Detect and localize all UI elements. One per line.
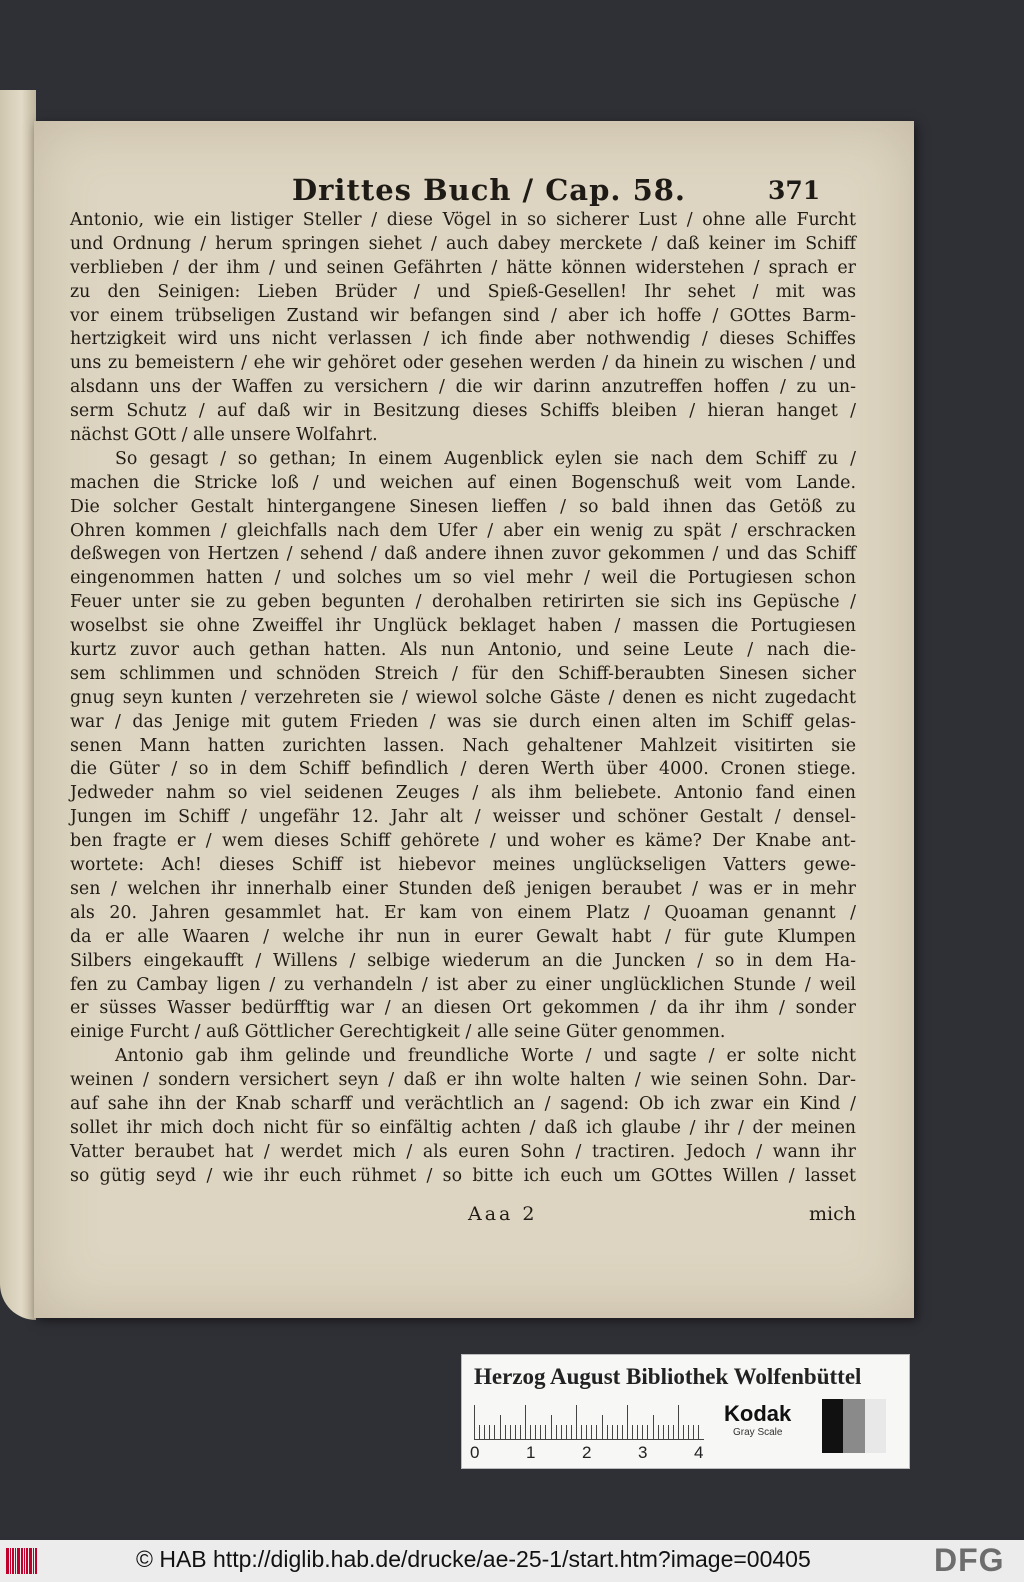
text-line: uns zu bemeistern / ehe wir gehöret oder gesehen werden / da hinein zu wischen / und <box>70 353 856 374</box>
gray-scale-label: Gray Scale <box>733 1427 783 1438</box>
text-line: gnug seyn kunten / verzehreten sie / wiewol solche Gäste / denen es nicht zugedacht <box>70 687 856 708</box>
ruler-tick <box>505 1425 506 1439</box>
barcode-bar <box>10 1548 11 1574</box>
ruler-tick <box>668 1425 669 1439</box>
page-number: 371 <box>768 176 821 205</box>
ruler-tick <box>673 1425 674 1439</box>
ruler-tick <box>627 1405 628 1439</box>
ruler-tick <box>540 1425 541 1439</box>
ruler-tick <box>617 1425 618 1439</box>
ruler-tick <box>683 1425 684 1439</box>
text-line: Jungen im Schiff / ungefähr 12. Jahr alt / weisser und schöner Gestalt / densel- <box>70 807 856 828</box>
ruler-tick <box>484 1425 485 1439</box>
ruler-tick <box>545 1425 546 1439</box>
ruler-tick <box>632 1425 633 1439</box>
text-line: so gütig seyd / wie ihr euch rühmet / so bitte ich euch um GOttes Willen / lasset <box>70 1165 856 1186</box>
ruler-tick <box>586 1425 587 1439</box>
ruler-tick <box>698 1425 699 1439</box>
signature-mark: Aaa 2 <box>468 1203 538 1225</box>
text-line: da er alle Waaren / welche ihr nun in eurer Gewalt habt / für gute Klumpen <box>70 926 856 947</box>
kodak-logo: Kodak <box>724 1401 792 1426</box>
ruler-tick <box>596 1425 597 1439</box>
text-line: vor einem trübseligen Zustand wir befangen sind / aber ich hoffe / GOttes Barm- <box>70 305 856 326</box>
barcode-bar <box>26 1548 28 1574</box>
ruler-tick <box>688 1425 689 1439</box>
text-line: wortete: Ach! dieses Schiff ist hiebevor meines unglückseligen Vatters gewe- <box>70 855 856 876</box>
ruler-tick <box>637 1425 638 1439</box>
text-line: fen zu Cambay ligen / zu verhandeln / ist aber zu einer unglücklichen Stunde / weil <box>70 974 856 995</box>
ruler-tick <box>551 1415 552 1439</box>
text-line: verblieben / der ihm / und seinen Gefährten / hätte können widerstehen / sprach er <box>70 257 856 278</box>
barcode-bar <box>24 1548 25 1574</box>
color-reference-card <box>461 1354 910 1469</box>
gray-swatch-light <box>865 1399 886 1453</box>
barcode-bar <box>17 1548 20 1574</box>
ruler-tick <box>647 1425 648 1439</box>
ruler-tick <box>576 1405 577 1439</box>
ruler-tick <box>591 1425 592 1439</box>
dfg-logo: DFG <box>934 1542 1005 1578</box>
ruler-tick <box>693 1425 694 1439</box>
ruler-label: 1 <box>526 1443 536 1462</box>
ruler-tick <box>510 1425 511 1439</box>
ruler-tick <box>479 1425 480 1439</box>
ruler-tick <box>571 1425 572 1439</box>
ruler-tick <box>561 1425 562 1439</box>
previous-page-edge <box>0 90 36 1320</box>
text-line: Silbers eingekaufft / Willens / selbige wiederum an die Juncken / so in dem Ha- <box>70 950 856 971</box>
text-line: Antonio gab ihm gelinde und freundliche Worte / und sagte / er solte nicht <box>115 1046 856 1067</box>
gray-swatch-dark <box>822 1399 843 1453</box>
ruler-label: 3 <box>638 1443 648 1462</box>
text-line: kurtz zuvor auch gethan hatten. Als nun Antonio, und seine Leute / nach die- <box>70 640 856 661</box>
ruler-tick <box>515 1425 516 1439</box>
text-line: auf sahe ihn der Knab scharff und verächtlich an / sagend: Ob ich zwar ein Kind / <box>70 1093 856 1114</box>
catchword: mich <box>809 1203 856 1225</box>
text-line: und Ordnung / herum springen siehet / auch dabey merckete / daß keiner im Schiff <box>70 233 856 254</box>
catchline <box>70 1203 856 1229</box>
ruler-scale <box>474 1403 704 1440</box>
text-line: er süsses Wasser bedürfftig war / an diesen Ort gekommen / da ihr ihm / sonder <box>70 998 856 1019</box>
text-line: So gesagt / so gethan; In einem Augenblick eylen sie nach dem Schiff zu / <box>115 448 856 469</box>
text-line: als 20. Jahren gesammlet hat. Er kam von einem Platz / Quoaman genannt / <box>70 902 856 923</box>
text-line: die Güter / so in dem Schiff befindlich / deren Werth über 4000. Cronen stiege. <box>70 759 856 780</box>
ruler-tick <box>607 1425 608 1439</box>
ruler-tick <box>500 1415 501 1439</box>
text-line: Vatter beraubet hat / werdet mich / als euren Sohn / tractiren. Jedoch / wann ihr <box>70 1141 856 1162</box>
text-line: serm Schutz / auf daß wir in Besitzung dieses Schiffs bleiben / hieran hanget / <box>70 401 856 422</box>
barcode-bar <box>12 1548 14 1574</box>
text-line: alsdann uns der Waffen zu versichern / die wir darinn anzutreffen hoffen / zu un- <box>70 377 856 398</box>
text-line: woselbst sie ohne Zweiffel ihr Unglück beklaget haben / massen die Portugiesen <box>70 616 856 637</box>
ruler-tick <box>678 1405 679 1439</box>
ruler-tick <box>566 1425 567 1439</box>
body-text <box>70 209 856 1189</box>
ruler-tick <box>622 1425 623 1439</box>
gray-swatch-mid <box>843 1399 864 1453</box>
ruler-tick <box>525 1405 526 1439</box>
text-line: eingenommen hatten / und solches um so viel mehr / weil die Portugiesen schon <box>70 568 856 589</box>
ruler-tick <box>658 1425 659 1439</box>
barcode-bar <box>6 1548 9 1574</box>
ruler-tick <box>535 1425 536 1439</box>
text-line: nächst GOtt / alle unsere Wolfahrt. <box>70 425 378 446</box>
running-head: Drittes Buch / Cap. 58. <box>292 173 687 207</box>
barcode-bar <box>29 1548 32 1574</box>
ruler-label: 4 <box>694 1443 704 1462</box>
library-name: Herzog August Bibliothek Wolfenbüttel <box>474 1364 862 1389</box>
ruler-tick <box>489 1425 490 1439</box>
text-line: Antonio, wie ein listiger Steller / diese Vögel in so sicherer Lust / ohne alle Furcht <box>70 210 856 230</box>
text-line: weinen / sondern versichert seyn / daß er ihn wolte halten / wie seinen Sohn. Dar- <box>70 1070 856 1091</box>
page-header <box>34 173 914 209</box>
text-line: war / das Jenige mit gutem Frieden / was sie durch einen alten im Schiff gelas- <box>70 711 856 732</box>
ruler-tick <box>520 1425 521 1439</box>
text-line: Feuer unter sie zu geben begunten / derohalben retirirten sie sich ins Gepüsche / <box>70 592 856 613</box>
barcode-icon <box>6 1548 44 1574</box>
ruler-label: 2 <box>582 1443 592 1462</box>
ruler-tick <box>602 1415 603 1439</box>
ruler-tick <box>556 1425 557 1439</box>
copyright-url[interactable]: © HAB http://diglib.hab.de/drucke/ae-25-1/start.htm?image=00405 <box>136 1546 811 1572</box>
barcode-bar <box>33 1548 34 1574</box>
text-line: Ohren kommen / gleichfalls nach dem Ufer / aber ein wenig zu spät / erschracken <box>70 520 856 541</box>
ruler-labels <box>470 1443 730 1463</box>
ruler-tick <box>663 1425 664 1439</box>
ruler-tick <box>494 1425 495 1439</box>
text-line: zu den Seinigen: Lieben Brüder / und Spieß-Gesellen! Ihr sehet / mit was <box>70 281 856 302</box>
text-line: ben fragte er / wem dieses Schiff gehörete / und woher es käme? Der Knabe ant- <box>70 831 856 852</box>
text-line: machen die Stricke loß / und weichen auf einen Bogenschuß weit vom Lande. <box>70 472 856 493</box>
ruler-tick <box>653 1415 654 1439</box>
ruler-tick <box>642 1425 643 1439</box>
barcode-bar <box>15 1548 16 1574</box>
text-line: hertzigkeit wird uns nicht verlassen / ich finde aber nothwendig / dieses Schiffes <box>70 329 856 350</box>
ruler-tick <box>530 1425 531 1439</box>
gray-swatches <box>822 1399 886 1453</box>
text-line: einige Furcht / auß Göttlicher Gerechtigkeit / alle seine Güter genommen. <box>70 1022 726 1043</box>
ruler-label: 0 <box>470 1443 480 1462</box>
text-line: Jedweder nahm so viel seidenen Zeuges / als ihm beliebete. Antonio fand einen <box>70 783 856 804</box>
text-line: deßwegen von Hertzen / sehend / daß andere ihnen zuvor gekommen / und das Schiff <box>70 544 856 565</box>
barcode-bar <box>21 1548 23 1574</box>
text-line: sem schlimmen und schnöden Streich / für den Schiff-beraubten Sinesen sicher <box>70 663 856 684</box>
text-line: Die solcher Gestalt hintergangene Sinesen lieffen / so bald ihnen das Getöß zu <box>70 496 856 517</box>
ruler-tick <box>474 1405 475 1439</box>
text-line: sen / welchen ihr innerhalb einer Stunden deß jenigen beraubet / was er in mehr <box>70 878 856 899</box>
ruler-tick <box>581 1425 582 1439</box>
footer-bar <box>0 1540 1024 1582</box>
text-line: senen Mann hatten zurichten lassen. Nach gehaltener Mahlzeit visitirten sie <box>70 735 856 756</box>
book-page <box>34 121 914 1318</box>
ruler-tick <box>612 1425 613 1439</box>
text-line: sollet ihr mich doch nicht für so einfältig achten / daß ich glaube / ihr / der meinen <box>70 1117 856 1138</box>
barcode-bar <box>35 1548 37 1574</box>
